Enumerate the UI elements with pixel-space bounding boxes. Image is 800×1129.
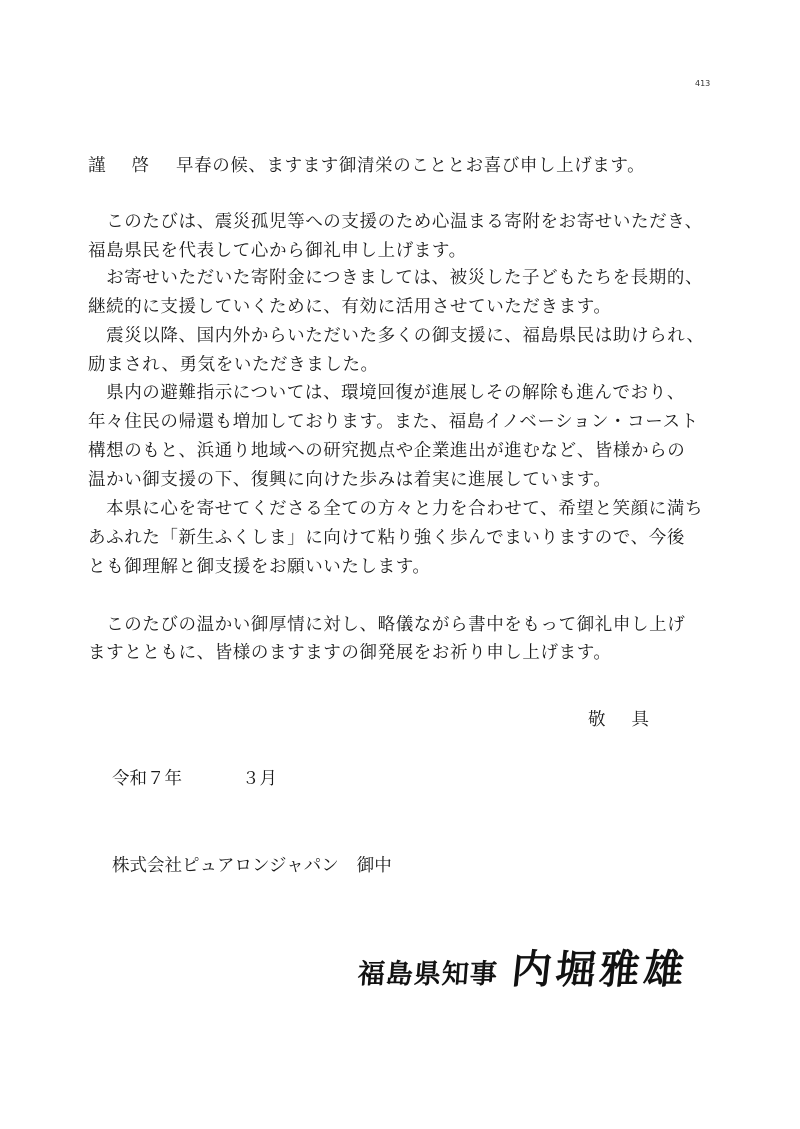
recipient-honorific: 御中 [356, 856, 392, 876]
greeting-text: 早春の候、ますます御清栄のこととお喜び申し上げます。 [176, 156, 646, 176]
body-line: 構想のもと、浜通り地域への研究拠点や企業進出が進むなど、皆様からの [88, 441, 686, 461]
body-line: 温かい御支援の下、復興に向けた歩みは着実に進展しています。 [88, 470, 612, 490]
body-line: 本県に心を寄せてくださる全ての方々と力を合わせて、希望と笑顔に満ち [88, 499, 704, 519]
body-line: 継続的に支援していくために、有効に活用させていただきます。 [88, 297, 612, 317]
greeting-opening: 謹啓 [88, 156, 175, 176]
letter-date [112, 765, 277, 790]
closing-salutation: 敬具 [588, 710, 675, 730]
body-line: 励まされ、勇気をいただきました。 [88, 355, 379, 375]
body-line: あふれた「新生ふくしま」に向けて粘り強く歩んでまいりますので、今後 [88, 528, 685, 548]
signer-title: 福島県知事 [356, 959, 499, 990]
body-line: 県内の避難指示については、環境回復が進展しその解除も進んでおり、 [88, 383, 685, 403]
body-line: 震災以降、国内外からいただいた多くの御支援に、福島県民は助けられ、 [88, 326, 705, 346]
body-line: ますとともに、皆様のますますの御発展をお祈り申し上げます。 [88, 643, 612, 663]
body-line: 福島県民を代表して心から御礼申し上げます。 [88, 241, 467, 261]
date-month: ３月 [242, 769, 277, 789]
body-line: このたびは、震災孤児等への支援のため心温まる寄附をお寄せいただき、 [88, 212, 703, 232]
body-line: お寄せいただいた寄附金につきましては、被災した子どもたちを長期的、 [88, 268, 704, 288]
body-line: とも御理解と御支援をお願いいたします。 [88, 557, 431, 577]
signature [356, 938, 691, 995]
page-number: 413 [695, 79, 711, 88]
body-line: このたびの温かい御厚情に対し、略儀ながら書中をもって御礼申し上げ [88, 615, 686, 635]
signer-name: 内堀雅雄 [509, 946, 691, 993]
recipient [112, 852, 392, 877]
date-era-year: 令和７年 [112, 769, 182, 789]
recipient-company: 株式会社ピュアロンジャパン [112, 856, 339, 876]
body-line: 年々住民の帰還も増加しております。また、福島イノベーション・コースト [88, 412, 699, 432]
greeting-line [88, 152, 645, 177]
